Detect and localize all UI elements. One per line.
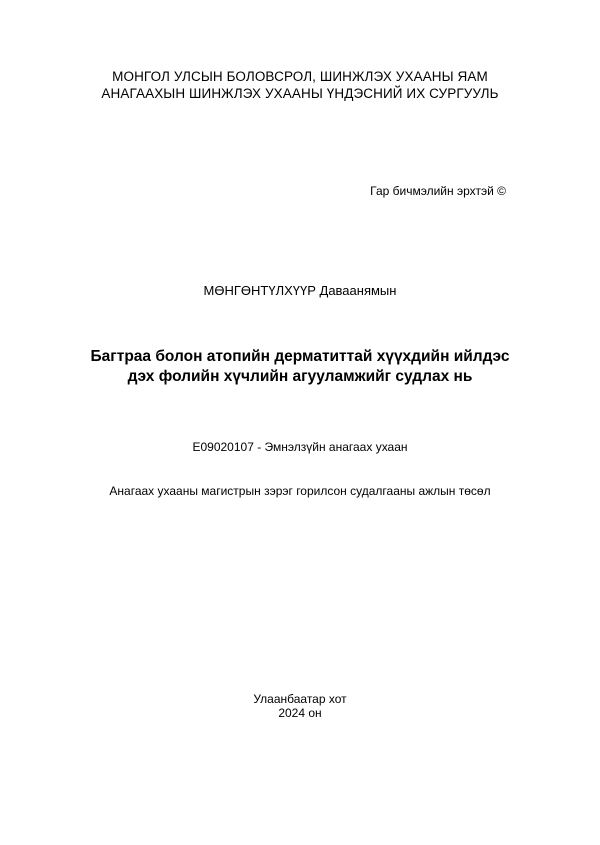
author-name: МӨНГӨНТҮЛХҮҮР Даваанямын [203,283,397,298]
institution-line-1: МОНГОЛ УЛСЫН БОЛОВСРОЛ, ШИНЖЛЭХ УХААНЫ ЯАМ [112,69,488,84]
city: Улаанбаатар хот [253,692,347,706]
thesis-title-line-1: Багтраа болон атопийн дерматиттай хүүхдийн ийлдэс [90,348,510,365]
institution-header [0,68,600,102]
thesis-title-line-2: дэх фолийн хүчлийн агууламжийг судлах нь [127,368,473,385]
thesis-title [0,347,600,387]
copyright-note: Гар бичмэлийн эрхтэй © [370,184,506,198]
specialty-code: E09020107 - Эмнэлзүйн анагаах ухаан [192,440,408,454]
year: 2024 он [278,706,322,720]
place-and-year [0,692,600,720]
degree-note: Анагаах ухааны магистрын зэрэг горилсон судалгааны ажлын төсөл [109,484,491,498]
institution-line-2: АНАГААХЫН ШИНЖЛЭХ УХААНЫ ҮНДЭСНИЙ ИХ СУРГУУЛЬ [101,86,499,101]
